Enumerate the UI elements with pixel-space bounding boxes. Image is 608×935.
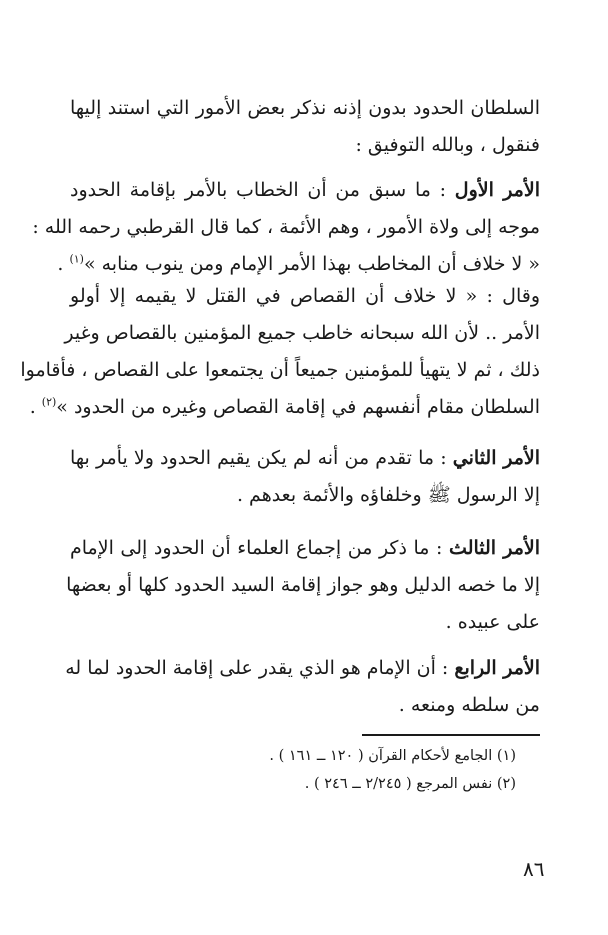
paragraph [66, 530, 540, 641]
line-text: ذلك ، ثم لا يتهيأ للمؤمنين جميعاً أن يجتمعوا على القصاص ، فأقاموا [20, 359, 540, 381]
footnote-1: (١) الجامع لأحكام القرآن ( ١٢٠ ــ ١٦١ ) . [269, 748, 516, 764]
paragraph [20, 278, 540, 426]
text-line [66, 567, 540, 604]
line-text: على عبيده . [445, 611, 540, 633]
footnote-2: (٢) نفس المرجع ( ٢/٢٤٥ ــ ٢٤٦ ) . [304, 776, 516, 792]
line-text: إلا الرسول ﷺ وخلفاؤه والأئمة بعدهم . [236, 484, 540, 506]
line-text: : ما ذكر من إجماع العلماء أن الحدود إلى الإمام [70, 537, 450, 559]
line-text: « لا خلاف أن المخاطب بهذا الأمر الإمام ومن ينوب منابه » [83, 253, 540, 275]
text-line [65, 650, 540, 687]
line-text: موجه إلى ولاة الأمور ، وهم الأئمة ، كما قال القرطبي رحمه الله : [32, 216, 540, 238]
line-end: . [29, 396, 42, 418]
paragraph [70, 90, 540, 164]
paragraph [32, 172, 540, 283]
text-line [32, 209, 540, 246]
text-line [70, 440, 540, 477]
line-text: فنقول ، وبالله التوفيق : [355, 134, 540, 156]
footnote-ref: (٢) [41, 395, 57, 409]
section-heading: الأمر الرابع [454, 657, 540, 679]
footnote-separator [362, 734, 540, 736]
line-text: : ما تقدم من أنه لم يكن يقيم الحدود ولا يأمر بها [70, 447, 453, 469]
line-text: السلطان مقام أنفسهم في إقامة القصاص وغيره من الحدود » [56, 396, 540, 418]
text-line [29, 389, 540, 426]
text-line [70, 477, 540, 514]
footnote-ref: (١) [69, 252, 84, 266]
section-heading: الأمر الثالث [449, 537, 540, 559]
line-text: السلطان الحدود بدون إذنه نذكر بعض الأمور التي استند إليها [70, 97, 540, 119]
page-number: ٨٦ [523, 857, 545, 881]
text-line [70, 172, 540, 209]
text-line [70, 604, 540, 641]
text-line [70, 90, 540, 127]
line-end: . [57, 253, 70, 275]
line-text: الأمر .. لأن الله سبحانه خاطب جميع المؤمنين بالقصاص وغير [64, 322, 540, 344]
line-text: : ما سبق من أن الخطاب بالأمر بإقامة الحدود [70, 179, 455, 201]
text-line [70, 127, 540, 164]
section-heading: الأمر الثاني [452, 447, 541, 469]
paragraph [70, 440, 540, 514]
text-line [70, 530, 540, 567]
text-line [70, 687, 540, 724]
line-text: : أن الإمام هو الذي يقدر على إقامة الحدود لما له [65, 657, 455, 679]
line-text: إلا ما خصه الدليل وهو جواز إقامة السيد الحدود كلها أو بعضها [66, 574, 540, 596]
footnotes [66, 742, 516, 798]
text-line [64, 315, 540, 352]
section-heading: الأمر الأول [454, 179, 540, 201]
line-text: من سلطه ومنعه . [398, 694, 540, 716]
paragraph [65, 650, 540, 724]
line-text: وقال : « لا خلاف أن القصاص في القتل لا يقيمه إلا أولو [70, 285, 540, 307]
text-line [20, 352, 540, 389]
text-line [70, 278, 540, 315]
